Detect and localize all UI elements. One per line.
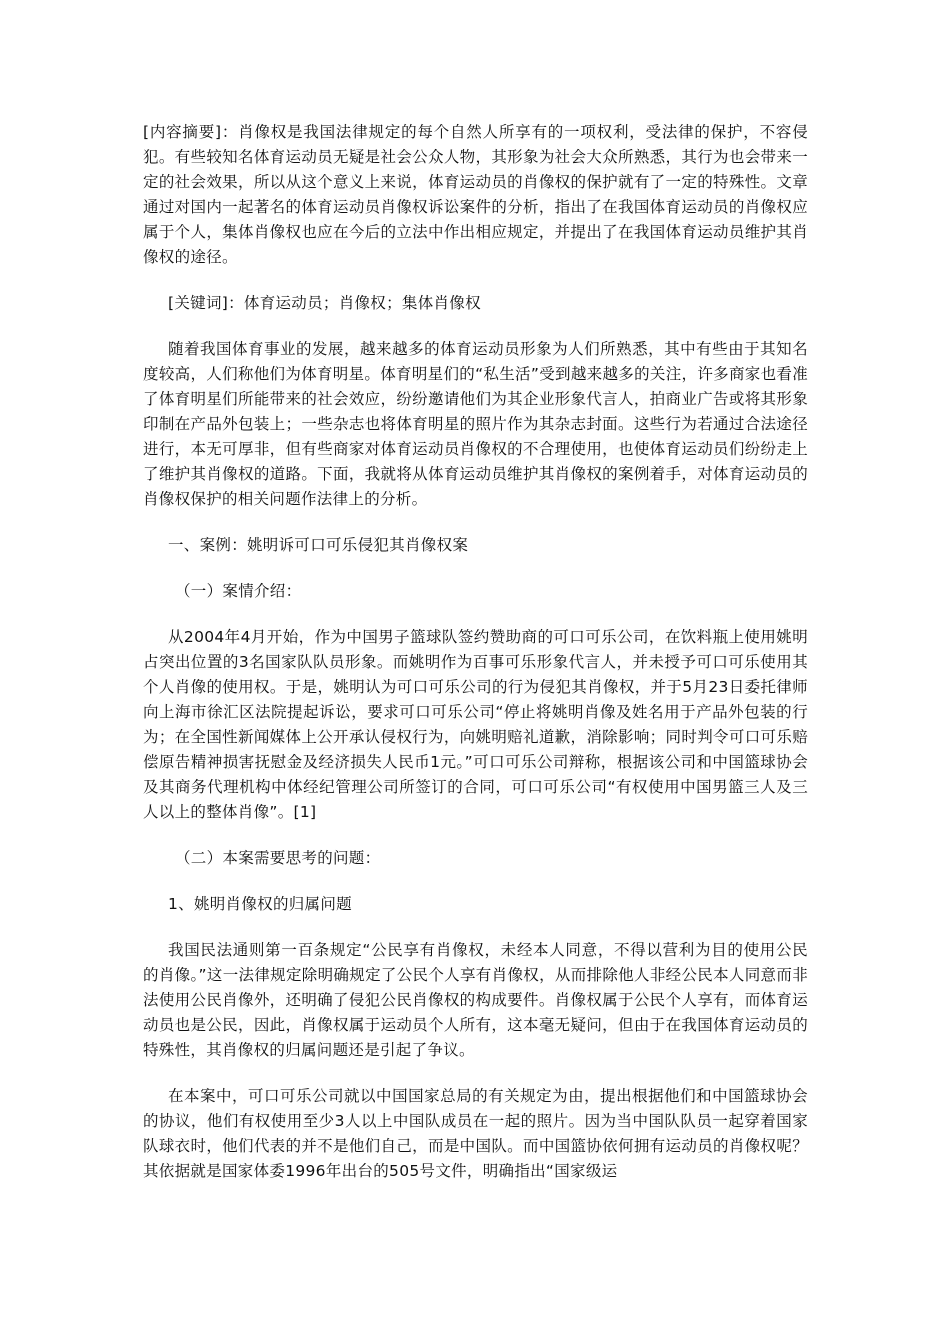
case-intro-paragraph: 从2004年4月开始，作为中国男子篮球队签约赞助商的可口可乐公司，在饮料瓶上使用姚明占突出位置的3名国家队队员形象。而姚明作为百事可乐形象代言人，并未授予可口可乐使用其个人肖像的使用权。于是，姚明认为可口可乐公司的行为侵犯其肖像权，并于5月23日委托律师向上海市徐汇区法院提起诉讼，要求可口可乐公司“停止将姚明肖像及姓名用于产品外包装的行为；在全国性新闻媒体上公开承认侵权行为，向姚明赔礼道歉，消除影响；同时判令可口可乐赔偿原告精神损害抚慰金及经济损失人民币1元。”可口可乐公司辩称，根据该公司和中国篮球协会及其商务代理机构中体经纪管理公司所签订的合同，可口可乐公司“有权使用中国男篮三人及三人以上的整体肖像”。[1] bbox=[143, 628, 808, 821]
subsection-heading-2: （二）本案需要思考的问题： bbox=[175, 849, 381, 867]
abstract-paragraph: [内容摘要]：肖像权是我国法律规定的每个自然人所享有的一项权利，受法律的保护，不容侵犯。有些较知名体育运动员无疑是社会公众人物，其形象为社会大众所熟悉，其行为也会带来一定的社会效果，所以从这个意义上来说，体育运动员的肖像权的保护就有了一定的特殊性。文章通过对国内一起著名的体育运动员肖像权诉讼案件的分析，指出了在我国体育运动员的肖像权应属于个人，集体肖像权也应在今后的立法中作出相应规定，并提出了在我国体育运动员维护其肖像权的途径。 bbox=[143, 123, 808, 266]
keywords-paragraph: [关键词]：体育运动员；肖像权；集体肖像权 bbox=[168, 294, 481, 312]
document-page bbox=[143, 120, 808, 1205]
point1-paragraph-1: 我国民法通则第一百条规定“公民享有肖像权，未经本人同意，不得以营利为目的使用公民的肖像。”这一法律规定除明确规定了公民个人享有肖像权，从而排除他人非经公民本人同意而非法使用公民肖像外，还明确了侵犯公民肖像权的构成要件。肖像权属于公民个人享有，而体育运动员也是公民，因此，肖像权属于运动员个人所有，这本毫无疑问，但由于在我国体育运动员的特殊性，其肖像权的归属问题还是引起了争议。 bbox=[143, 941, 808, 1059]
point-heading-1: 1、姚明肖像权的归属问题 bbox=[168, 895, 352, 913]
point1-paragraph-2: 在本案中，可口可乐公司就以中国国家总局的有关规定为由，提出根据他们和中国篮球协会的协议，他们有权使用至少3人以上中国队成员在一起的照片。因为当中国队队员一起穿着国家队球衣时，他们代表的并不是他们自己，而是中国队。而中国篮协依何拥有运动员的肖像权呢？其依据就是国家体委1996年出台的505号文件，明确指出“国家级运 bbox=[143, 1087, 808, 1180]
intro-paragraph: 随着我国体育事业的发展，越来越多的体育运动员形象为人们所熟悉，其中有些由于其知名度较高，人们称他们为体育明星。体育明星们的“私生活”受到越来越多的关注，许多商家也看准了体育明星们所能带来的社会效应，纷纷邀请他们为其企业形象代言人，拍商业广告或将其形象印制在产品外包装上；一些杂志也将体育明星的照片作为其杂志封面。这些行为若通过合法途径进行，本无可厚非，但有些商家对体育运动员肖像权的不合理使用，也使体育运动员们纷纷走上了维护其肖像权的道路。下面，我就将从体育运动员维护其肖像权的案例着手，对体育运动员的肖像权保护的相关问题作法律上的分析。 bbox=[143, 340, 808, 508]
section-heading: 一、案例：姚明诉可口可乐侵犯其肖像权案 bbox=[168, 536, 469, 554]
subsection-heading-1: （一）案情介绍： bbox=[175, 582, 302, 600]
